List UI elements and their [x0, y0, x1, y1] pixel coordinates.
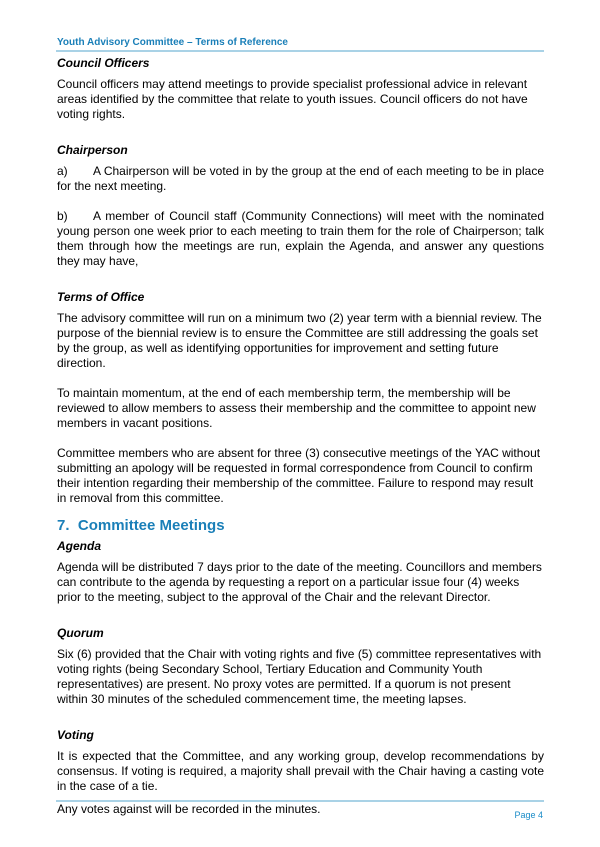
chairperson-item-a	[57, 164, 544, 194]
council-officers-heading: Council Officers	[57, 56, 150, 70]
terms-of-office-heading: Terms of Office	[57, 290, 145, 304]
section-heading-committee-meetings	[57, 516, 544, 535]
page-number: Page 4	[514, 810, 543, 820]
running-header: Youth Advisory Committee – Terms of Reference	[57, 37, 288, 48]
item-text: A Chairperson will be voted in by the group at the end of each meeting to be in place for the next meeting.	[57, 164, 544, 193]
agenda-body: Agenda will be distributed 7 days prior to the date of the meeting. Councillors and members can contribute to the agenda by requesting a report on a particular issue four (4) weeks prior to the meeting, subject to the approval of the Chair and the relevant Director.	[57, 560, 542, 604]
chairperson-heading: Chairperson	[57, 143, 128, 157]
terms-of-office-paragraph: Committee members who are absent for three (3) consecutive meetings of the YAC without submitting an apology will be requested in formal correspondence from Council to confirm their intention regarding their membership of the committee. Failure to respond may result in removal from this committee.	[57, 446, 541, 505]
voting-paragraph: Any votes against will be recorded in the minutes.	[57, 802, 321, 816]
terms-of-office-paragraph: To maintain momentum, at the end of each membership term, the membership will be reviewed to allow members to assess their membership and the committee to appoint new members in vacant positions.	[57, 386, 536, 430]
voting-paragraph: It is expected that the Committee, and any working group, develop recommendations by consensus. If voting is required, a majority shall prevail with the Chair having a casting vote in the case of a tie.	[57, 749, 544, 793]
quorum-heading: Quorum	[57, 626, 104, 640]
section-title: Committee Meetings	[77, 517, 225, 534]
voting-heading: Voting	[57, 728, 94, 742]
quorum-body: Six (6) provided that the Chair with voting rights and five (5) committee representatives with voting rights (being Secondary School, Tertiary Education and Community Youth representatives) are present. No proxy votes are permitted. If a quorum is not present within 30 minutes of the scheduled commencement time, the meeting lapses.	[57, 647, 542, 706]
page-content	[57, 56, 544, 817]
footer-divider	[56, 800, 544, 802]
header-divider	[56, 50, 544, 52]
item-label: b)	[57, 209, 68, 223]
item-text: A member of Council staff (Community Connections) will meet with the nominated young person one week prior to each meeting to train them for the role of Chairperson; talk them through how the meetings are run, explain the Agenda, and answer any questions they may have,	[57, 209, 544, 268]
chairperson-item-b	[57, 209, 544, 269]
council-officers-body: Council officers may attend meetings to provide specialist professional advice in relevant areas identified by the committee that relate to youth issues. Council officers do not have voting rights.	[57, 77, 528, 121]
agenda-heading: Agenda	[57, 539, 102, 553]
terms-of-office-paragraph: The advisory committee will run on a minimum two (2) year term with a biennial review. The purpose of the biennial review is to ensure the Committee are still addressing the goals set by the group, as well as identifying opportunities for improvement and setting future direction.	[57, 311, 542, 370]
section-number: 7.	[57, 517, 70, 534]
item-label: a)	[57, 164, 68, 178]
